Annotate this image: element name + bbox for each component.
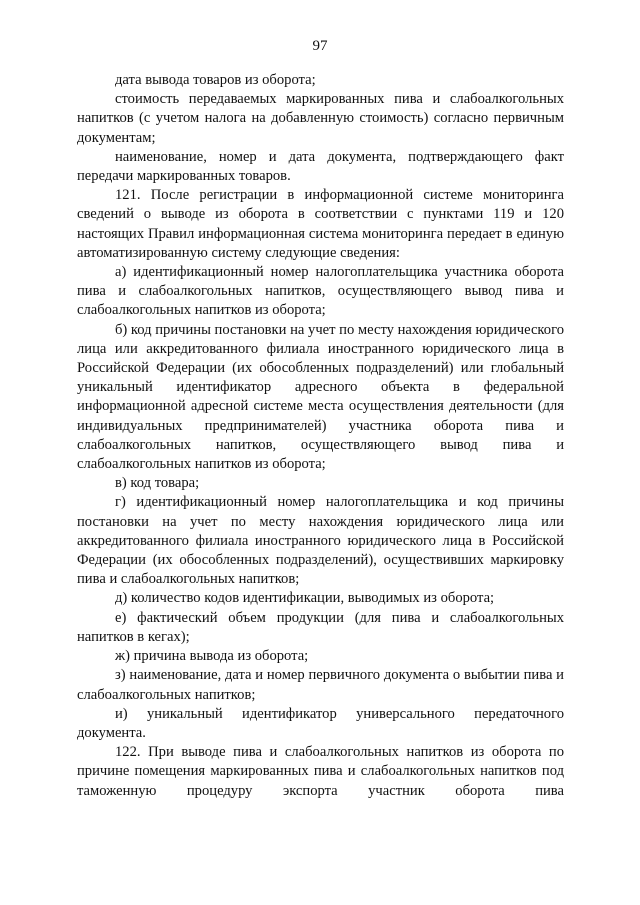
paragraph-item-a: а) идентификационный номер налогоплательщика участника оборота пива и слабоалкогольных напитков, осуществляющего вывод пива и слабоалкогольных напитков из оборота; bbox=[77, 264, 564, 319]
document-body bbox=[77, 71, 564, 801]
paragraph-clause-121: 121. После регистрации в информационной системе мониторинга сведений о выводе из оборота в соответствии с пунктами 119 и 120 настоящих Правил информационная система мониторинга передает в единую автоматизированную систему следующие сведения: bbox=[77, 187, 564, 261]
paragraph-item-g: г) идентификационный номер налогоплательщика и код причины постановки на учет по месту нахождения юридического лица или аккредитованного филиала иностранного юридического лица в Российской Федерации (их обособленных подразделений), осуществивших маркировку пива и слабоалкогольных напитков; bbox=[77, 494, 564, 588]
paragraph-item-z: з) наименование, дата и номер первичного документа о выбытии пива и слабоалкогольных напитков; bbox=[77, 667, 564, 703]
paragraph-item-v: в) код товара; bbox=[115, 475, 200, 492]
paragraph-clause-122: 122. При выводе пива и слабоалкогольных напитков из оборота по причине помещения маркированных пива и слабоалкогольных напитков под таможенную процедуру экспорта участник оборота пива bbox=[77, 744, 564, 799]
paragraph-item-i: и) уникальный идентификатор универсального передаточного документа. bbox=[77, 705, 564, 741]
paragraph-item-d: д) количество кодов идентификации, выводимых из оборота; bbox=[115, 590, 495, 607]
paragraph-item-b: б) код причины постановки на учет по месту нахождения юридического лица или аккредитованного филиала иностранного юридического лица в Российской Федерации (их обособленных подразделений) или глобальный уникальный идентификатор адресного объекта в федеральной информационной адресной системе места осуществления деятельности (для индивидуальных предпринимателей) участника оборота пива и слабоалкогольных напитков, осуществляющего вывод пива и слабоалкогольных напитков из оборота; bbox=[77, 321, 564, 473]
paragraph-item-e: е) фактический объем продукции (для пива и слабоалкогольных напитков в кегах); bbox=[77, 609, 564, 645]
paragraph-item-zh: ж) причина вывода из оборота; bbox=[115, 648, 309, 665]
paragraph-document-name: наименование, номер и дата документа, подтверждающего факт передачи маркированных товаров. bbox=[77, 148, 564, 185]
paragraph-cost: стоимость передаваемых маркированных пива и слабоалкогольных напитков (с учетом налога на добавленную стоимость) согласно первичным документам; bbox=[77, 91, 564, 146]
page-number: 97 bbox=[312, 38, 328, 54]
paragraph-withdrawal-date: дата вывода товаров из оборота; bbox=[115, 72, 316, 88]
